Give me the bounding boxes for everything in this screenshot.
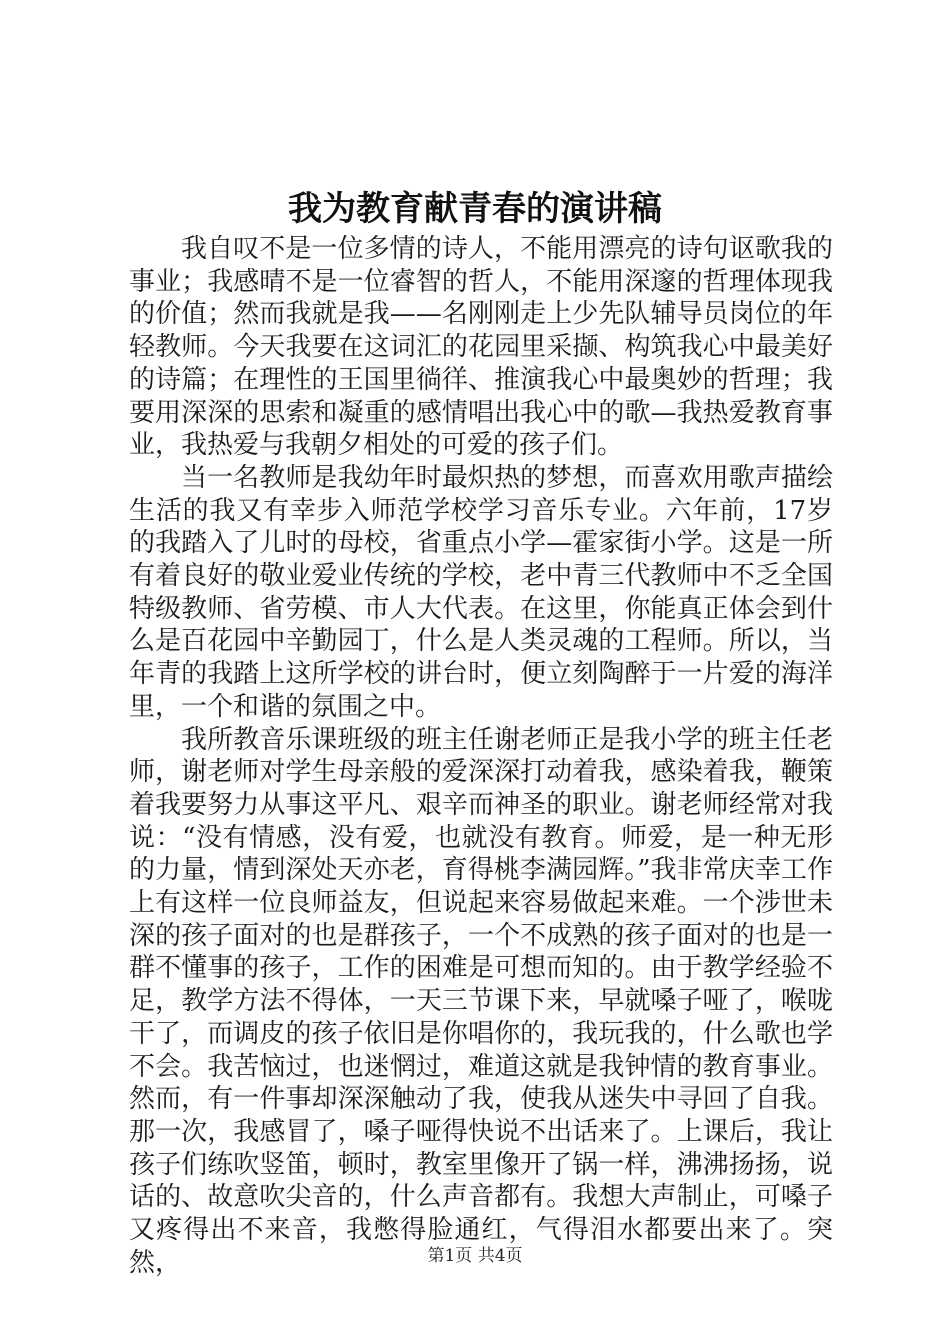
page-footer: 第1页 共4页 [427, 1246, 523, 1266]
paragraph: 当一名教师是我幼年时最炽热的梦想，而喜欢用歌声描绘生活的我又有幸步入师范学校学习音乐专业。六年前，17岁的我踏入了儿时的母校，省重点小学—霍家街小学。这是一所有着良好的敬业爱业传统的学校，老中青三代教师中不乏全国特级教师、省劳模、市人大代表。在这里，你能真正体会到什么是百花园中辛勤园丁，什么是人类灵魂的工程师。所以，当年青的我踏上这所学校的讲台时，便立刻陶醉于一片爱的海洋里，一个和谐的氛围之中。 [129, 462, 833, 722]
document-title: 我为教育献青春的演讲稿 [288, 189, 662, 229]
document-body [129, 233, 833, 1280]
paragraph: 我自叹不是一位多情的诗人，不能用漂亮的诗句讴歌我的事业；我感晴不是一位睿智的哲人，不能用深邃的哲理体现我的价值；然而我就是我——名刚刚走上少先队辅导员岗位的年轻教师。今天我要在这词汇的花园里采撷、构筑我心中最美好的诗篇；在理性的王国里徜徉、推演我心中最奥妙的哲理；我要用深深的思索和凝重的感情唱出我心中的歌—我热爱教育事业，我热爱与我朝夕相处的可爱的孩子们。 [129, 234, 833, 461]
paragraph: 我所教音乐课班级的班主任谢老师正是我小学的班主任老师，谢老师对学生母亲般的爱深深打动着我，感染着我，鞭策着我要努力从事这平凡、艰辛而神圣的职业。谢老师经常对我说：“没有情感，没有爱，也就没有教育。师爱，是一种无形的力量，情到深处天亦老，育得桃李满园辉。”我非常庆幸工作上有这样一位良师益友，但说起来容易做起来难。一个涉世未深的孩子面对的也是群孩子，一个不成熟的孩子面对的也是一群不懂事的孩子，工作的困难是可想而知的。由于教学经验不足，教学方法不得体，一天三节课下来，早就嗓子哑了，喉咙干了，而调皮的孩子依旧是你唱你的，我玩我的，什么歌也学不会。我苦恼过，也迷惘过，难道这就是我钟情的教育事业。然而，有一件事却深深触动了我，使我从迷失中寻回了自我。那一次，我感冒了，嗓子哑得快说不出话来了。上课后，我让孩子们练吹竖笛，顿时，教室里像开了锅一样，沸沸扬扬，说话的、故意吹尖音的，什么声音都有。我想大声制止，可嗓子又疼得出不来音，我憋得脸通红，气得泪水都要出来了。突然， [129, 724, 833, 1278]
